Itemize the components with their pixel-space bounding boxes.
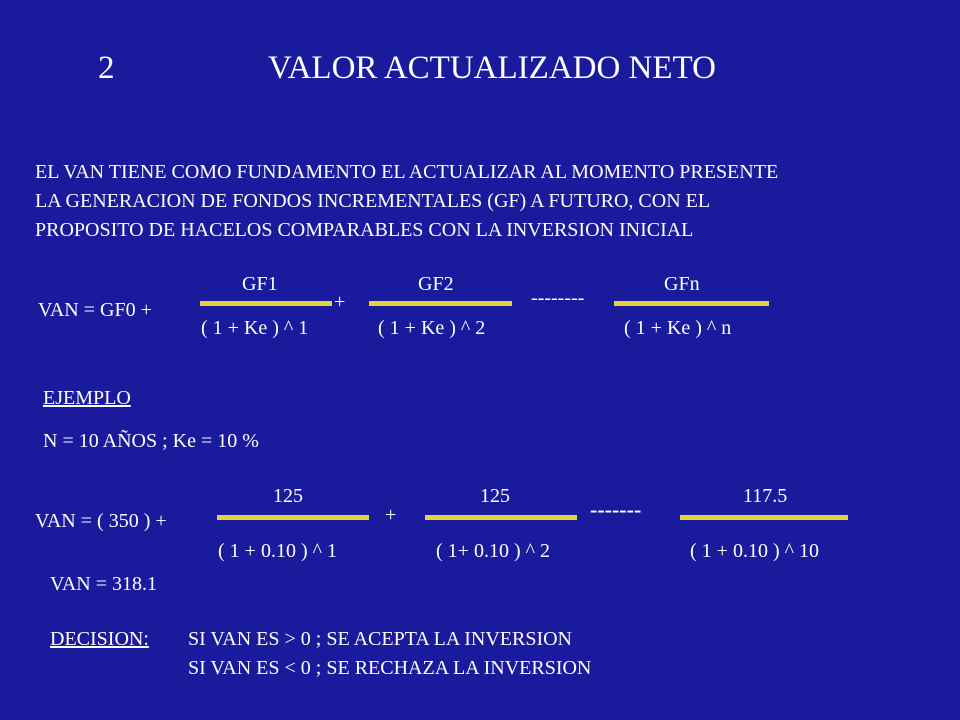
- formula-term1-numerator: GF1: [242, 273, 278, 295]
- example-heading: EJEMPLO: [43, 387, 131, 409]
- example-term1-numerator: 125: [273, 485, 303, 507]
- decision-label: DECISION:: [50, 628, 149, 650]
- formula-termn-denominator: ( 1 + Ke ) ^ n: [624, 317, 732, 339]
- formula-term2-numerator: GF2: [418, 273, 454, 295]
- formula-ellipsis: --------: [531, 287, 585, 309]
- example-termn-denominator: ( 1 + 0.10 ) ^ 10: [690, 540, 819, 562]
- intro-line-3: PROPOSITO DE HACELOS COMPARABLES CON LA INVERSION INICIAL: [35, 219, 694, 241]
- formula-termn-fraction-bar: [614, 301, 769, 306]
- example-term2-fraction-bar: [425, 515, 577, 520]
- example-term1-denominator: ( 1 + 0.10 ) ^ 1: [218, 540, 337, 562]
- example-plus-sign: +: [385, 504, 397, 526]
- formula-term2-fraction-bar: [369, 301, 512, 306]
- example-ellipsis: -------: [590, 497, 642, 522]
- formula-term1-denominator: ( 1 + Ke ) ^ 1: [201, 317, 309, 339]
- example-term2-denominator: ( 1+ 0.10 ) ^ 2: [436, 540, 550, 562]
- example-lhs: VAN = ( 350 ) +: [35, 510, 167, 532]
- example-term1-fraction-bar: [217, 515, 369, 520]
- example-termn-fraction-bar: [680, 515, 848, 520]
- formula-term1-fraction-bar: [200, 301, 332, 306]
- formula-lhs: VAN = GF0 +: [38, 299, 152, 321]
- slide-number: 2: [98, 50, 115, 86]
- formula-plus-sign: +: [334, 291, 346, 313]
- decision-rule-positive: SI VAN ES > 0 ; SE ACEPTA LA INVERSION: [188, 628, 572, 650]
- intro-line-1: EL VAN TIENE COMO FUNDAMENTO EL ACTUALIZAR AL MOMENTO PRESENTE: [35, 161, 779, 183]
- intro-line-2: LA GENERACION DE FONDOS INCREMENTALES (GF) A FUTURO, CON EL: [35, 190, 711, 212]
- example-termn-numerator: 117.5: [743, 485, 788, 507]
- example-result: VAN = 318.1: [50, 573, 158, 595]
- example-params: N = 10 AÑOS ; Ke = 10 %: [43, 430, 259, 452]
- decision-rule-negative: SI VAN ES < 0 ; SE RECHAZA LA INVERSION: [188, 657, 592, 679]
- formula-termn-numerator: GFn: [664, 273, 700, 295]
- example-term2-numerator: 125: [480, 485, 510, 507]
- formula-term2-denominator: ( 1 + Ke ) ^ 2: [378, 317, 486, 339]
- slide-title: VALOR ACTUALIZADO NETO: [268, 50, 716, 86]
